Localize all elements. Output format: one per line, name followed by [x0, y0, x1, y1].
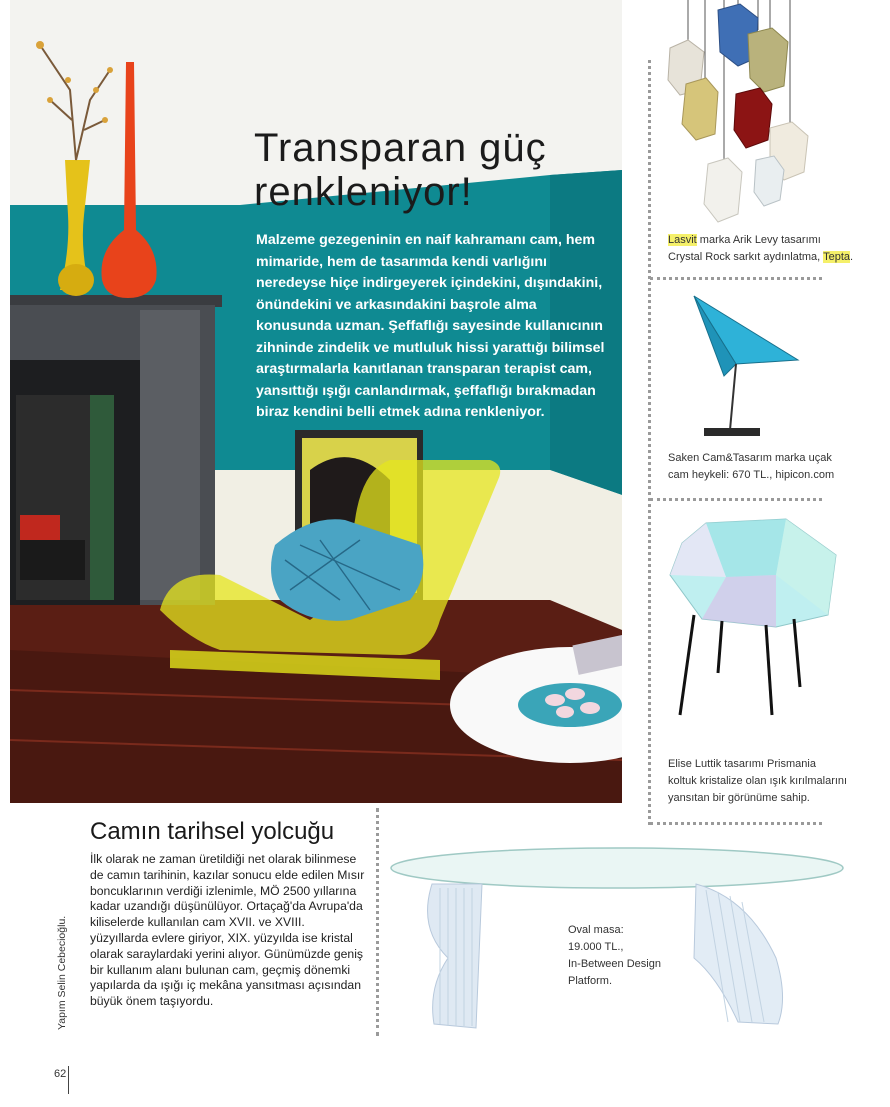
caption-line: Elise Luttik tasarımı Prismania: [668, 758, 816, 770]
paper-plane-sculpture-image: [690, 292, 810, 444]
prism-chair-image: [666, 515, 842, 720]
caption-line: 19.000 TL.,: [568, 941, 624, 953]
hero-photo: [10, 0, 622, 803]
section-divider: [650, 498, 822, 501]
article-title-line2: renkleniyor!: [254, 170, 473, 214]
section-divider: [650, 822, 822, 825]
caption-line: koltuk kristalize olan ışık kırılmalarını: [668, 775, 848, 787]
caption-oval-table: [568, 922, 661, 990]
caption-text: Crystal Rock sarkıt aydınlatma,: [668, 251, 824, 263]
article-title-line1: Transparan güç: [254, 126, 547, 170]
pendant-lights-image: [660, 0, 840, 228]
page-number-rule: [68, 1066, 69, 1094]
caption-plane-sculpture: [668, 450, 834, 484]
caption-text: .: [850, 251, 854, 263]
brand-name: Lasvit: [668, 234, 697, 246]
caption-prism-chair: [668, 756, 847, 807]
section-title: Camın tarihsel yolcuğu: [90, 818, 335, 845]
caption-line: Saken Cam&Tasarım marka uçak: [668, 452, 832, 464]
article-intro: Malzeme gezegeninin en naif kahramanı cam, hem mimaride, hem de tasarımda kendi varlığını neredeyse hiçe indirgeyerek içindekini, dışındakini, önündekini ve arkasındakini başrole alma konusunda uzman. Şeffaflığı sayesinde kullanıcının zihninde zindelik ve mutluluk hissi yarattığı bilimsel araştırmalarla kanıtlanan transparan terapist cam, yansıttığı ışığı canlandırmak, şeffaflığı bırakmadan biraz kendini belli etmek adına renkleniyor.: [256, 232, 605, 420]
store-name: Tepta: [823, 251, 850, 263]
column-divider: [648, 60, 651, 825]
page-number: 62: [54, 1068, 67, 1080]
caption-line: Oval masa:: [568, 924, 624, 936]
caption-line: Platform.: [568, 975, 613, 987]
author-credit: Yapım Selin Cebecioğlu.: [56, 915, 68, 1030]
caption-line: In-Between Design: [568, 958, 661, 970]
article-title: [254, 126, 594, 214]
caption-line: yansıtan bir görünüme sahip.: [668, 792, 810, 804]
caption-text: marka Arik Levy tasarımı: [696, 234, 821, 246]
caption-line: cam heykeli: 670 TL., hipicon.com: [668, 469, 835, 481]
section-body: İlk olarak ne zaman üretildiği net olarak bilinmese de camın tarihinin, kazılar sonucu elde edilen Mısır boncuklarının verdiği izlenimle, MÖ 2500 yıllarına kadar uzandığı düşünülüyor. Ortaçağ'da Avrupa'da kiliselerde kullanılan cam XVII. ve XVIII. yüzyıllarda evlere giriyor, XIX. yüzyılda ise kristal olarak saraylardaki yerini alıyor. Günümüzde geniş bir kullanım alanı bulunan cam, geçmiş dönemki yapılarda da ışığı iç mekâna yansıtması açısından büyük önem taşıyordu.: [90, 852, 365, 1009]
column-divider: [376, 808, 379, 1036]
caption-pendant-lights: [668, 232, 853, 266]
section-divider: [650, 277, 822, 280]
